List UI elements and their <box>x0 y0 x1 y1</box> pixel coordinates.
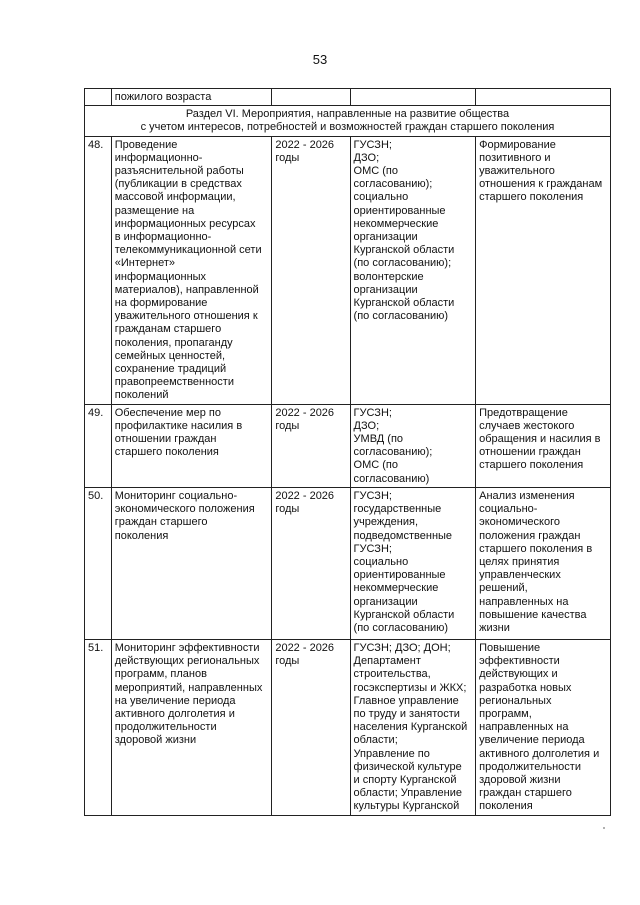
cell-num <box>85 89 112 106</box>
measures-table <box>84 88 611 816</box>
cell-line: уважительного отношения к <box>114 310 258 323</box>
cell-line: старшего поколения <box>479 191 584 204</box>
table-row <box>85 487 611 639</box>
cell-line: профилактике насилия в <box>114 419 243 432</box>
cell-period <box>272 487 350 639</box>
cell-line: культуры Курганской <box>353 800 460 813</box>
cell-line: 2022 - 2026 <box>275 406 335 419</box>
cell-line: социально <box>353 191 409 204</box>
cell-exec <box>350 639 476 815</box>
cell-line: ДЗО; <box>353 419 380 432</box>
cell-line: учреждения, <box>353 516 419 529</box>
cell-line: Предотвращение <box>479 406 568 419</box>
cell-line: разъяснительной работы <box>114 165 244 178</box>
page-number: 53 <box>312 52 328 67</box>
cell-line: физической культуре <box>353 760 462 773</box>
cell-line: позитивного и <box>479 151 551 164</box>
cell-line: старшего поколения в <box>479 542 593 555</box>
cell-line: годы <box>275 503 300 516</box>
cell-line: управленческих <box>479 569 561 582</box>
cell-result <box>476 404 611 487</box>
cell-result <box>476 639 611 815</box>
cell-line: сохранение традиций <box>114 363 227 376</box>
cell-line: продолжительности <box>114 721 217 734</box>
cell-line: направленных на <box>479 721 569 734</box>
cell-exec <box>350 404 476 487</box>
cell-line: Курганской области <box>353 297 455 310</box>
cell-line: эффективности <box>479 655 560 668</box>
cell-line: программ, планов <box>114 668 207 681</box>
cell-line: информационно- <box>114 151 203 164</box>
cell-line: разработка новых <box>479 681 572 694</box>
cell-line: Формирование <box>479 138 556 151</box>
cell-period <box>272 404 350 487</box>
cell-line: граждан старшего <box>479 787 572 800</box>
cell-line: действующих и <box>479 668 558 681</box>
cell-line: жизни <box>479 621 510 634</box>
cell-line: согласованию); <box>353 178 433 191</box>
cell-line: случаев жестокого <box>479 419 575 432</box>
cell-line: ГУСЗН; <box>353 542 392 555</box>
cell-line: ГУСЗН; <box>353 138 392 151</box>
cell-line: «Интернет» <box>114 257 175 270</box>
cell-line: на формирование <box>114 297 208 310</box>
cell-line: Главное управление <box>353 694 459 707</box>
cell-line: (по согласованию) <box>353 621 449 634</box>
cell-line: ГУСЗН; ДЗО; ДОН; <box>353 641 451 654</box>
cell-line: области; <box>353 734 398 747</box>
cell-line: социально <box>353 555 409 568</box>
table-row-continued <box>85 89 611 106</box>
cell-line: мероприятий, направленных <box>114 681 263 694</box>
cell-line: годы <box>275 151 300 164</box>
cell-line: годы <box>275 655 300 668</box>
cell-line: государственные <box>353 503 442 516</box>
cell-line: Мониторинг социально- <box>114 489 238 502</box>
cell-line: информационных ресурсах <box>114 217 256 230</box>
cell-desc <box>111 639 272 815</box>
cell-line: продолжительности <box>479 760 581 773</box>
cell-line: Проведение <box>114 138 178 151</box>
cell-line: строительства, <box>353 668 431 681</box>
cell-line: материалов), направленной <box>114 283 259 296</box>
cell-line: госэкспертизы и ЖКХ; <box>353 681 467 694</box>
cell-line: организации <box>353 231 418 244</box>
cell-line: Курганской области <box>353 608 455 621</box>
cell-line: волонтерские <box>353 270 424 283</box>
cell-exec <box>350 136 476 404</box>
cell-line: пожилого возраста <box>114 91 212 103</box>
cell-line: (по согласованию) <box>353 310 449 323</box>
cell-line: здоровой жизни <box>479 773 561 786</box>
cell-line: старшего поколения <box>114 446 219 459</box>
cell-line: поколений <box>114 389 169 402</box>
cell-line: социально- <box>479 503 538 516</box>
cell-line: Мониторинг эффективности <box>114 641 260 654</box>
cell-line: телекоммуникационной сети <box>114 244 262 257</box>
cell-line: согласованию) <box>353 472 430 485</box>
cell-line: подведомственные <box>353 529 453 542</box>
cell-line: 2022 - 2026 <box>275 489 335 502</box>
table-row <box>85 639 611 815</box>
cell-line: увеличение периода <box>479 734 585 747</box>
cell-line: поколения <box>114 529 169 542</box>
cell-line: поколения <box>479 800 533 813</box>
cell-line: гражданам старшего <box>114 323 222 336</box>
cell-line: региональных <box>479 694 552 707</box>
cell-num: 51. <box>85 639 112 815</box>
cell-line: организации <box>353 283 418 296</box>
cell-line: целях принятия <box>479 555 560 568</box>
cell-line: решений, <box>479 582 528 595</box>
scan-speck <box>603 827 605 829</box>
cell-line: с учетом интересов, потребностей и возможностей граждан старшего поколения <box>140 121 555 134</box>
cell-line: УМВД (по <box>353 433 404 446</box>
cell-line: Повышение <box>479 641 541 654</box>
cell-line: действующих региональных <box>114 655 260 668</box>
cell-line: ГУСЗН; <box>353 489 392 502</box>
cell-desc <box>111 89 272 106</box>
cell-num: 48. <box>85 136 112 404</box>
cell-line: Анализ изменения <box>479 489 575 502</box>
cell-line: отношении граждан <box>114 433 217 446</box>
cell-line: согласованию); <box>353 446 433 459</box>
cell-line: граждан старшего <box>114 516 208 529</box>
cell-line: отношении граждан <box>479 446 581 459</box>
cell-line: ГУСЗН; <box>353 406 392 419</box>
cell-line: экономического положения <box>114 503 255 516</box>
cell-period <box>272 639 350 815</box>
cell-line: ориентированные <box>353 569 446 582</box>
cell-exec <box>350 89 476 106</box>
cell-line: населения Курганской <box>353 721 468 734</box>
cell-line: годы <box>275 419 300 432</box>
cell-desc <box>111 404 272 487</box>
cell-line: экономического <box>479 516 560 529</box>
cell-line: семейных ценностей, <box>114 349 226 362</box>
cell-line: здоровой жизни <box>114 734 197 747</box>
cell-num: 49. <box>85 404 112 487</box>
cell-line: повышение качества <box>479 608 587 621</box>
cell-line: уважительного <box>479 165 555 178</box>
cell-num: 50. <box>85 487 112 639</box>
cell-line: и спорту Курганской <box>353 773 457 786</box>
cell-line: Курганской области <box>353 244 455 257</box>
cell-line: по труду и занятости <box>353 707 460 720</box>
cell-line: Раздел VI. Мероприятия, направленные на развитие общества <box>185 108 510 121</box>
table-row <box>85 404 611 487</box>
cell-line: ориентированные <box>353 204 446 217</box>
cell-line: в информационно- <box>114 231 212 244</box>
cell-line: поколения, пропаганду <box>114 336 233 349</box>
cell-line: (по согласованию); <box>353 257 452 270</box>
cell-line: организации <box>353 595 418 608</box>
cell-line: старшего поколения <box>479 459 584 472</box>
cell-line: на увеличение периода <box>114 694 236 707</box>
section-heading <box>85 106 611 136</box>
cell-result <box>476 136 611 404</box>
cell-line: Департамент <box>353 655 421 668</box>
cell-line: программ, <box>479 707 532 720</box>
cell-line: активного долголетия и <box>114 707 235 720</box>
cell-line: отношения к гражданам <box>479 178 603 191</box>
table-row <box>85 136 611 404</box>
cell-exec <box>350 487 476 639</box>
cell-result <box>476 487 611 639</box>
cell-line: (публикации в средствах <box>114 178 242 191</box>
cell-line: Управление по <box>353 747 430 760</box>
cell-line: обращения и насилия в <box>479 433 601 446</box>
cell-line: активного долголетия и <box>479 747 600 760</box>
cell-desc <box>111 136 272 404</box>
cell-line: области; Управление <box>353 787 462 800</box>
cell-desc <box>111 487 272 639</box>
cell-line: ДЗО; <box>353 151 380 164</box>
cell-period <box>272 136 350 404</box>
cell-line: массовой информации, <box>114 191 236 204</box>
section-row <box>85 106 611 136</box>
cell-line: 2022 - 2026 <box>275 641 335 654</box>
cell-line: Обеспечение мер по <box>114 406 221 419</box>
cell-period <box>272 89 350 106</box>
cell-line: положения граждан <box>479 529 581 542</box>
cell-result <box>476 89 611 106</box>
cell-line: размещение на <box>114 204 195 217</box>
cell-line: информационных <box>114 270 207 283</box>
cell-line: ОМС (по <box>353 459 399 472</box>
cell-line: ОМС (по <box>353 165 399 178</box>
cell-line: направленных на <box>479 595 569 608</box>
cell-line: некоммерческие <box>353 582 439 595</box>
cell-line: правопреемственности <box>114 376 234 389</box>
cell-line: некоммерческие <box>353 217 439 230</box>
cell-line: 2022 - 2026 <box>275 138 335 151</box>
